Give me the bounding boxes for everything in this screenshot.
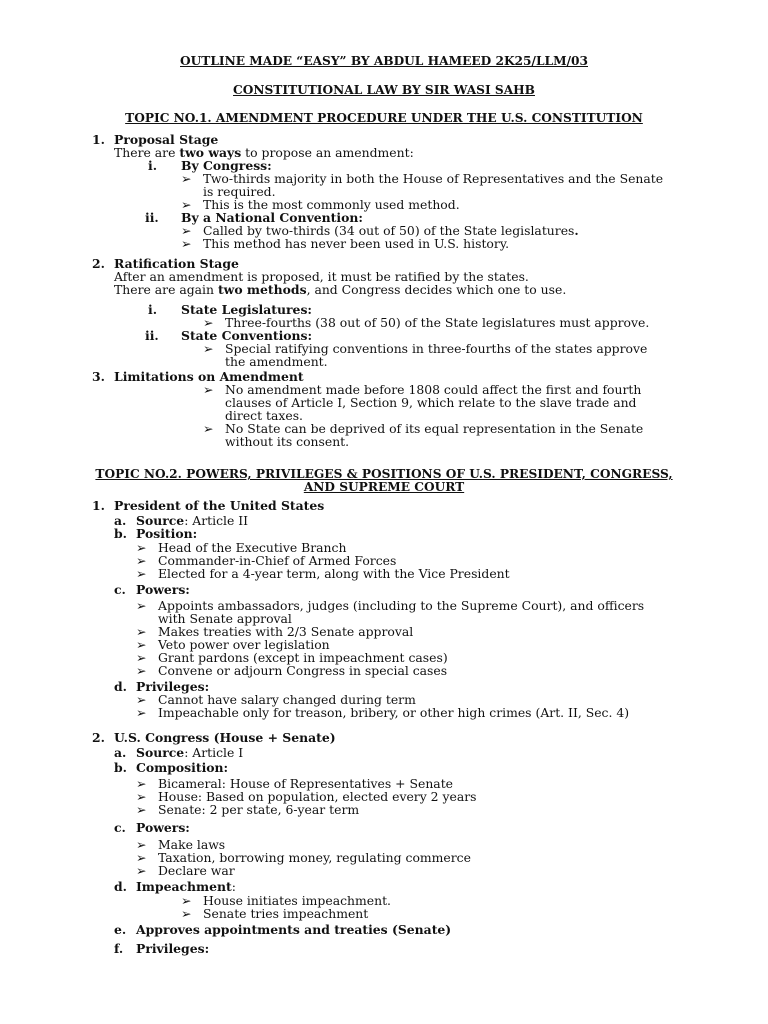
list-item: ➢ Commander-in-Chief of Armed Forces [136,553,397,568]
s2-i-num: i. [148,302,158,317]
cg-title: U.S. Congress (House + Senate) [114,730,336,745]
arrow-bullet-icon: ➢ [136,776,147,791]
list-item: ➢ Veto power over legislation [136,637,330,652]
list-item: ➢ This method has never been used in U.S. history. [181,236,510,251]
arrow-bullet-icon: ➢ [136,850,147,865]
arrow-bullet-icon: ➢ [136,624,147,639]
s2-num: 2. [92,256,105,271]
list-item: ➢ Called by two-thirds (34 out of 50) of the State legislatures. [181,223,579,238]
list-item: ➢ Head of the Executive Branch [136,540,347,555]
arrow-bullet-icon: ➢ [203,382,214,397]
list-item: ➢ Three-fourths (38 out of 50) of the State legislatures must approve. [203,315,650,330]
p-powers-label: Powers: [136,582,190,597]
arrow-bullet-icon: ➢ [136,663,147,678]
list-item: ➢ Convene or adjourn Congress in special cases [136,663,448,678]
arrow-bullet-icon: ➢ [203,421,214,436]
list-item: ➢ Cannot have salary changed during term [136,692,416,707]
p-a-letter: a. [114,513,127,528]
list-item: ➢ Elected for a 4-year term, along with the Vice President [136,566,510,581]
cg-num: 2. [92,730,105,745]
arrow-bullet-icon: ➢ [136,650,147,665]
arrow-bullet-icon: ➢ [136,863,147,878]
cg-f-letter: f. [114,941,124,956]
list-item-cont: with Senate approval [158,611,292,626]
list-item: ➢ This is the most commonly used method. [181,197,460,212]
cg-source: Source: Article I [136,745,244,760]
arrow-bullet-icon: ➢ [203,341,214,356]
list-item: ➢ Makes treaties with 2/3 Senate approval [136,624,414,639]
s1-i-title: By Congress: [181,158,272,173]
topic2-heading-line2: AND SUPREME COURT [303,480,465,494]
list-item-cont: clauses of Article I, Section 9, which relate to the slave trade and [225,395,637,410]
p-num: 1. [92,498,105,513]
s3-title: Limitations on Amendment [114,369,304,384]
list-item-cont: is required. [203,184,276,199]
cg-c-letter: c. [114,820,126,835]
arrow-bullet-icon: ➢ [181,197,192,212]
arrow-bullet-icon: ➢ [136,802,147,817]
s2-title: Ratification Stage [114,256,239,271]
p-d-letter: d. [114,679,127,694]
s1-i-num: i. [148,158,158,173]
list-item: ➢ Declare war [136,863,235,878]
list-item: ➢ Special ratifying conventions in three-fourths of the states approve [203,341,648,356]
p-privileges-label: Privileges: [136,679,210,694]
arrow-bullet-icon: ➢ [181,893,192,908]
arrow-bullet-icon: ➢ [136,566,147,581]
cg-a-letter: a. [114,745,127,760]
list-item-cont: the amendment. [225,354,328,369]
list-item: ➢ Grant pardons (except in impeachment cases) [136,650,448,665]
document-title: OUTLINE MADE “EASY” BY ABDUL HAMEED 2K25/LLM/03 [180,54,588,68]
p-b-letter: b. [114,526,127,541]
topic1-heading: TOPIC NO.1. AMENDMENT PROCEDURE UNDER THE U.S. CONSTITUTION [125,111,643,125]
cg-appointments-label: Approves appointments and treaties (Senate) [136,922,452,937]
cg-b-letter: b. [114,760,127,775]
list-item: ➢ No State can be deprived of its equal representation in the Senate [203,421,644,436]
list-item-cont: without its consent. [225,434,350,449]
s1-title: Proposal Stage [114,132,219,147]
s3-num: 3. [92,369,105,384]
arrow-bullet-icon: ➢ [136,553,147,568]
arrow-bullet-icon: ➢ [136,837,147,852]
list-item: ➢ House: Based on population, elected every 2 years [136,789,477,804]
list-item: ➢ Make laws [136,837,226,852]
list-item: ➢ Senate tries impeachment [181,906,369,921]
cg-composition-label: Composition: [136,760,229,775]
list-item-cont: direct taxes. [225,408,303,423]
p-c-letter: c. [114,582,126,597]
arrow-bullet-icon: ➢ [136,692,147,707]
p-title: President of the United States [114,498,325,513]
document-subtitle: CONSTITUTIONAL LAW BY SIR WASI SAHB [233,83,535,97]
s2-ii-title: State Conventions: [181,328,313,343]
arrow-bullet-icon: ➢ [136,789,147,804]
topic2-heading-line1: TOPIC NO.2. POWERS, PRIVILEGES & POSITIONS OF U.S. PRESIDENT, CONGRESS, [95,467,673,481]
cg-privileges-label: Privileges: [136,941,210,956]
s1-intro: There are two ways to propose an amendment: [114,145,414,160]
arrow-bullet-icon: ➢ [181,906,192,921]
cg-d-letter: d. [114,879,127,894]
p-source: Source: Article II [136,513,249,528]
arrow-bullet-icon: ➢ [181,171,192,186]
arrow-bullet-icon: ➢ [136,705,147,720]
list-item: ➢ Impeachable only for treason, bribery, or other high crimes (Art. II, Sec. 4) [136,705,630,720]
list-item: ➢ Two-thirds majority in both the House of Representatives and the Senate [181,171,664,186]
arrow-bullet-icon: ➢ [136,540,147,555]
cg-powers-label: Powers: [136,820,190,835]
s2-ii-num: ii. [145,328,159,343]
p-position-label: Position: [136,526,198,541]
arrow-bullet-icon: ➢ [181,223,192,238]
arrow-bullet-icon: ➢ [181,236,192,251]
s2-i-title: State Legislatures: [181,302,312,317]
s2-line2: There are again two methods, and Congress decides which one to use. [114,282,567,297]
cg-impeachment-label: Impeachment: [136,879,236,894]
s1-num: 1. [92,132,105,147]
s1-ii-title: By a National Convention: [181,210,363,225]
cg-e-letter: e. [114,922,127,937]
list-item: ➢ Bicameral: House of Representatives + Senate [136,776,454,791]
arrow-bullet-icon: ➢ [136,637,147,652]
s2-line1: After an amendment is proposed, it must be ratified by the states. [114,269,529,284]
arrow-bullet-icon: ➢ [136,598,147,613]
list-item: ➢ Appoints ambassadors, judges (including to the Supreme Court), and officers [136,598,645,613]
list-item: ➢ No amendment made before 1808 could affect the first and fourth [203,382,642,397]
list-item: ➢ Senate: 2 per state, 6-year term [136,802,360,817]
list-item: ➢ Taxation, borrowing money, regulating commerce [136,850,471,865]
s1-ii-num: ii. [145,210,159,225]
list-item: ➢ House initiates impeachment. [181,893,391,908]
arrow-bullet-icon: ➢ [203,315,214,330]
